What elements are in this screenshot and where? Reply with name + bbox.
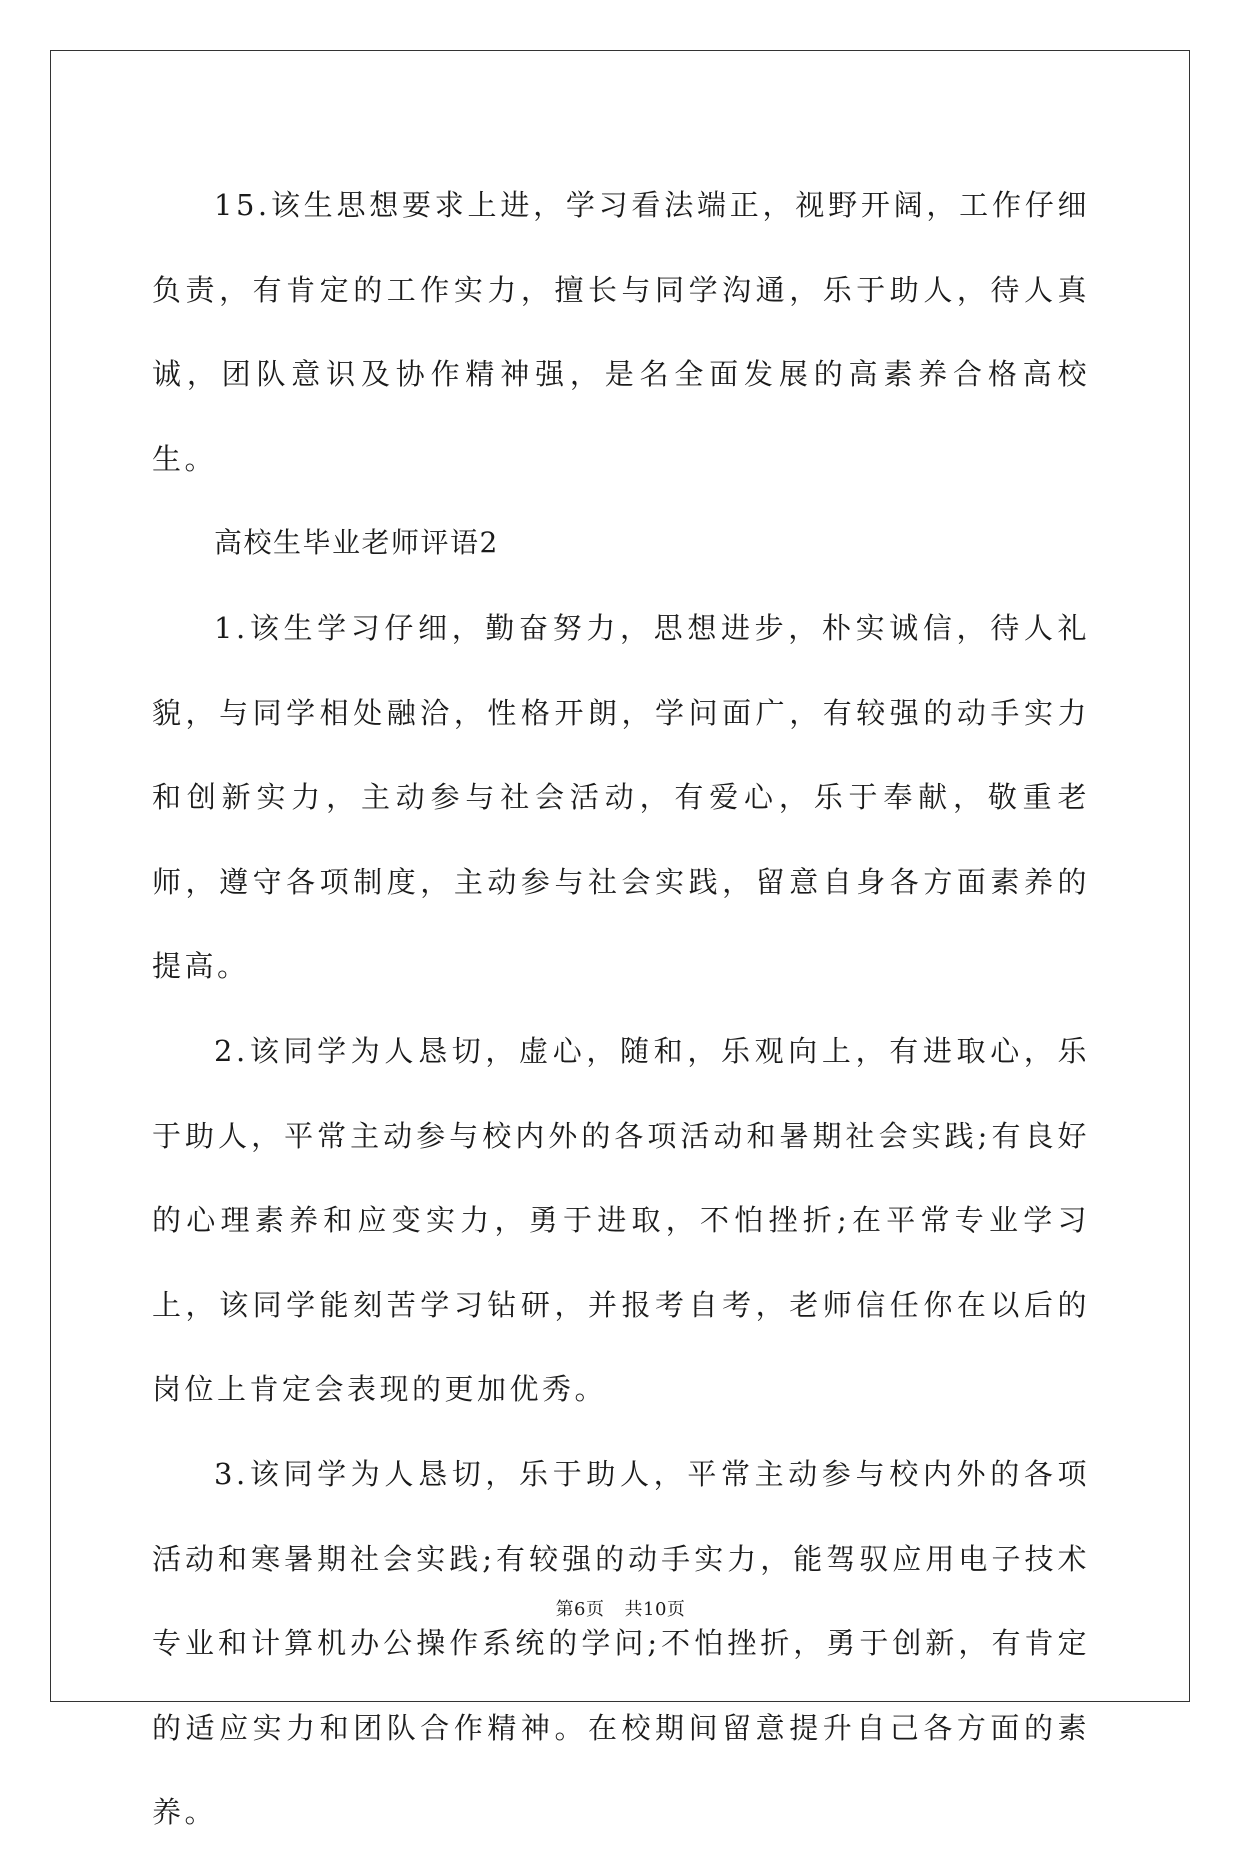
section-heading: 高校生毕业老师评语2 (214, 526, 499, 560)
paragraph-item-3: 3.该同学为人恳切，乐于助人，平常主动参与校内外的各项活动和寒暑期社会实践;有较强的动手实力，能驾驭应用电子技术专业和计算机办公操作系统的学问;不怕挫折，勇于创新，有肯定的适应实力和团队合作精神。在校期间留意提升自己各方面的素养。 (152, 1456, 1090, 1830)
paragraph-item-2: 2.该同学为人恳切，虚心，随和，乐观向上，有进取心，乐于助人，平常主动参与校内外的各项活动和暑期社会实践;有良好的心理素养和应变实力，勇于进取，不怕挫折;在平常专业学习上，该同学能刻苦学习钻研，并报考自考，老师信任你在以后的岗位上肯定会表现的更加优秀。 (152, 1033, 1090, 1407)
page-number-current: 第6页 (555, 1599, 605, 1620)
page-footer (0, 1595, 1241, 1621)
page-number-total: 共10页 (624, 1599, 686, 1620)
paragraph-item-1: 1.该生学习仔细，勤奋努力，思想进步，朴实诚信，待人礼貌，与同学相处融洽，性格开朗，学问面广，有较强的动手实力和创新实力，主动参与社会活动，有爱心，乐于奉献，敬重老师，遵守各项制度，主动参与社会实践，留意自身各方面素养的提高。 (152, 610, 1090, 984)
paragraph-item-15: 15.该生思想要求上进，学习看法端正，视野开阔，工作仔细负责，有肯定的工作实力，擅长与同学沟通，乐于助人，待人真诚，团队意识及协作精神强，是名全面发展的高素养合格高校生。 (152, 188, 1090, 476)
